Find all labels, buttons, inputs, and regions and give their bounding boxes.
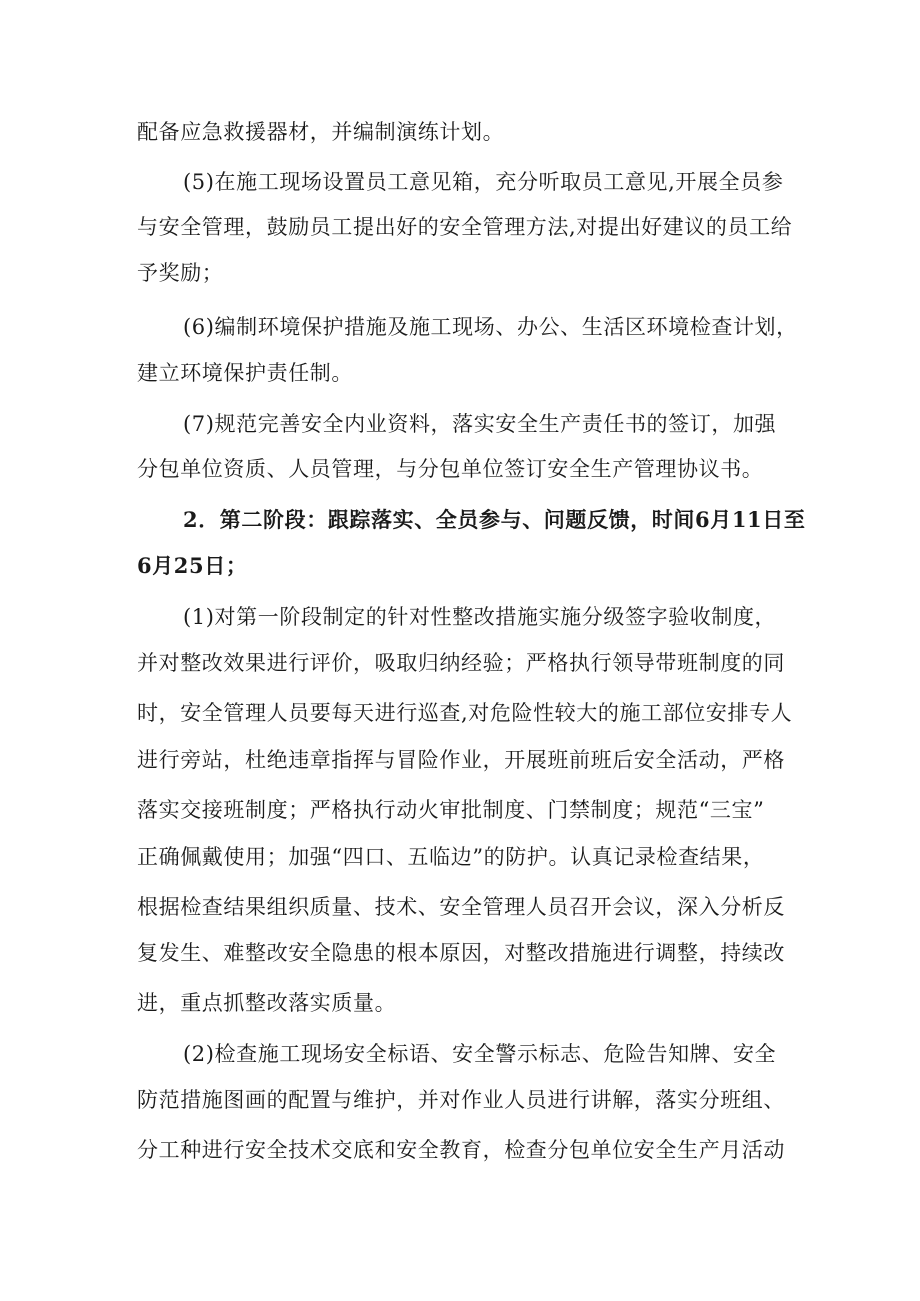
text-line-18: 复发生、难整改安全隐患的根本原因，对整改措施进行调整，持续改 (137, 941, 785, 965)
text-line-2: (5)在施工现场设置员工意见箱，充分听取员工意见,开展全员参 (183, 170, 784, 194)
text-line-5: (6)编制环境保护措施及施工现场、办公、生活区环境检查计划， (183, 315, 798, 339)
text-line-4: 予奖励； (137, 261, 224, 285)
text-line-1: 配备应急救援器材，并编制演练计划。 (137, 120, 505, 144)
text-line-17: 根据检查结果组织质量、技术、安全管理人员召开会议，深入分析反 (137, 895, 785, 919)
text-line-19: 进，重点抓整改落实质量。 (137, 991, 397, 1015)
section-heading-stage-2: 2．第二阶段：跟踪落实、全员参与、问题反馈，时间6月11日至 (183, 507, 806, 532)
text-line-16: 正确佩戴使用；加强“四口、五临边”的防护。认真记录检查结果， (137, 845, 765, 869)
text-line-15: 落实交接班制度；严格执行动火审批制度、门禁制度；规范“三宝” (137, 798, 765, 822)
section-heading-stage-2-cont: 6月25日； (137, 553, 248, 578)
text-line-20: (2)检查施工现场安全标语、安全警示标志、危险告知牌、安全 (183, 1042, 777, 1066)
text-line-14: 进行旁站，杜绝违章指挥与冒险作业，开展班前班后安全活动，严格 (137, 748, 785, 772)
text-line-7: (7)规范完善安全内业资料，落实安全生产责任书的签订，加强 (183, 412, 777, 436)
text-line-8: 分包单位资质、人员管理，与分包单位签订安全生产管理协议书。 (137, 457, 764, 481)
text-line-11: (1)对第一阶段制定的针对性整改措施实施分级签字验收制度， (183, 605, 777, 629)
text-line-3: 与安全管理，鼓励员工提出好的安全管理方法,对提出好建议的员工给 (137, 215, 793, 239)
text-line-22: 分工种进行安全技术交底和安全教育，检查分包单位安全生产月活动 (137, 1138, 785, 1162)
text-line-21: 防范措施图画的配置与维护，并对作业人员进行讲解，落实分班组、 (137, 1088, 785, 1112)
text-line-6: 建立环境保护责任制。 (137, 361, 353, 385)
text-line-13: 时，安全管理人员要每天进行巡查,对危险性较大的施工部位安排专人 (137, 701, 793, 725)
text-line-12: 并对整改效果进行评价，吸取归纳经验；严格执行领导带班制度的同 (137, 651, 785, 675)
